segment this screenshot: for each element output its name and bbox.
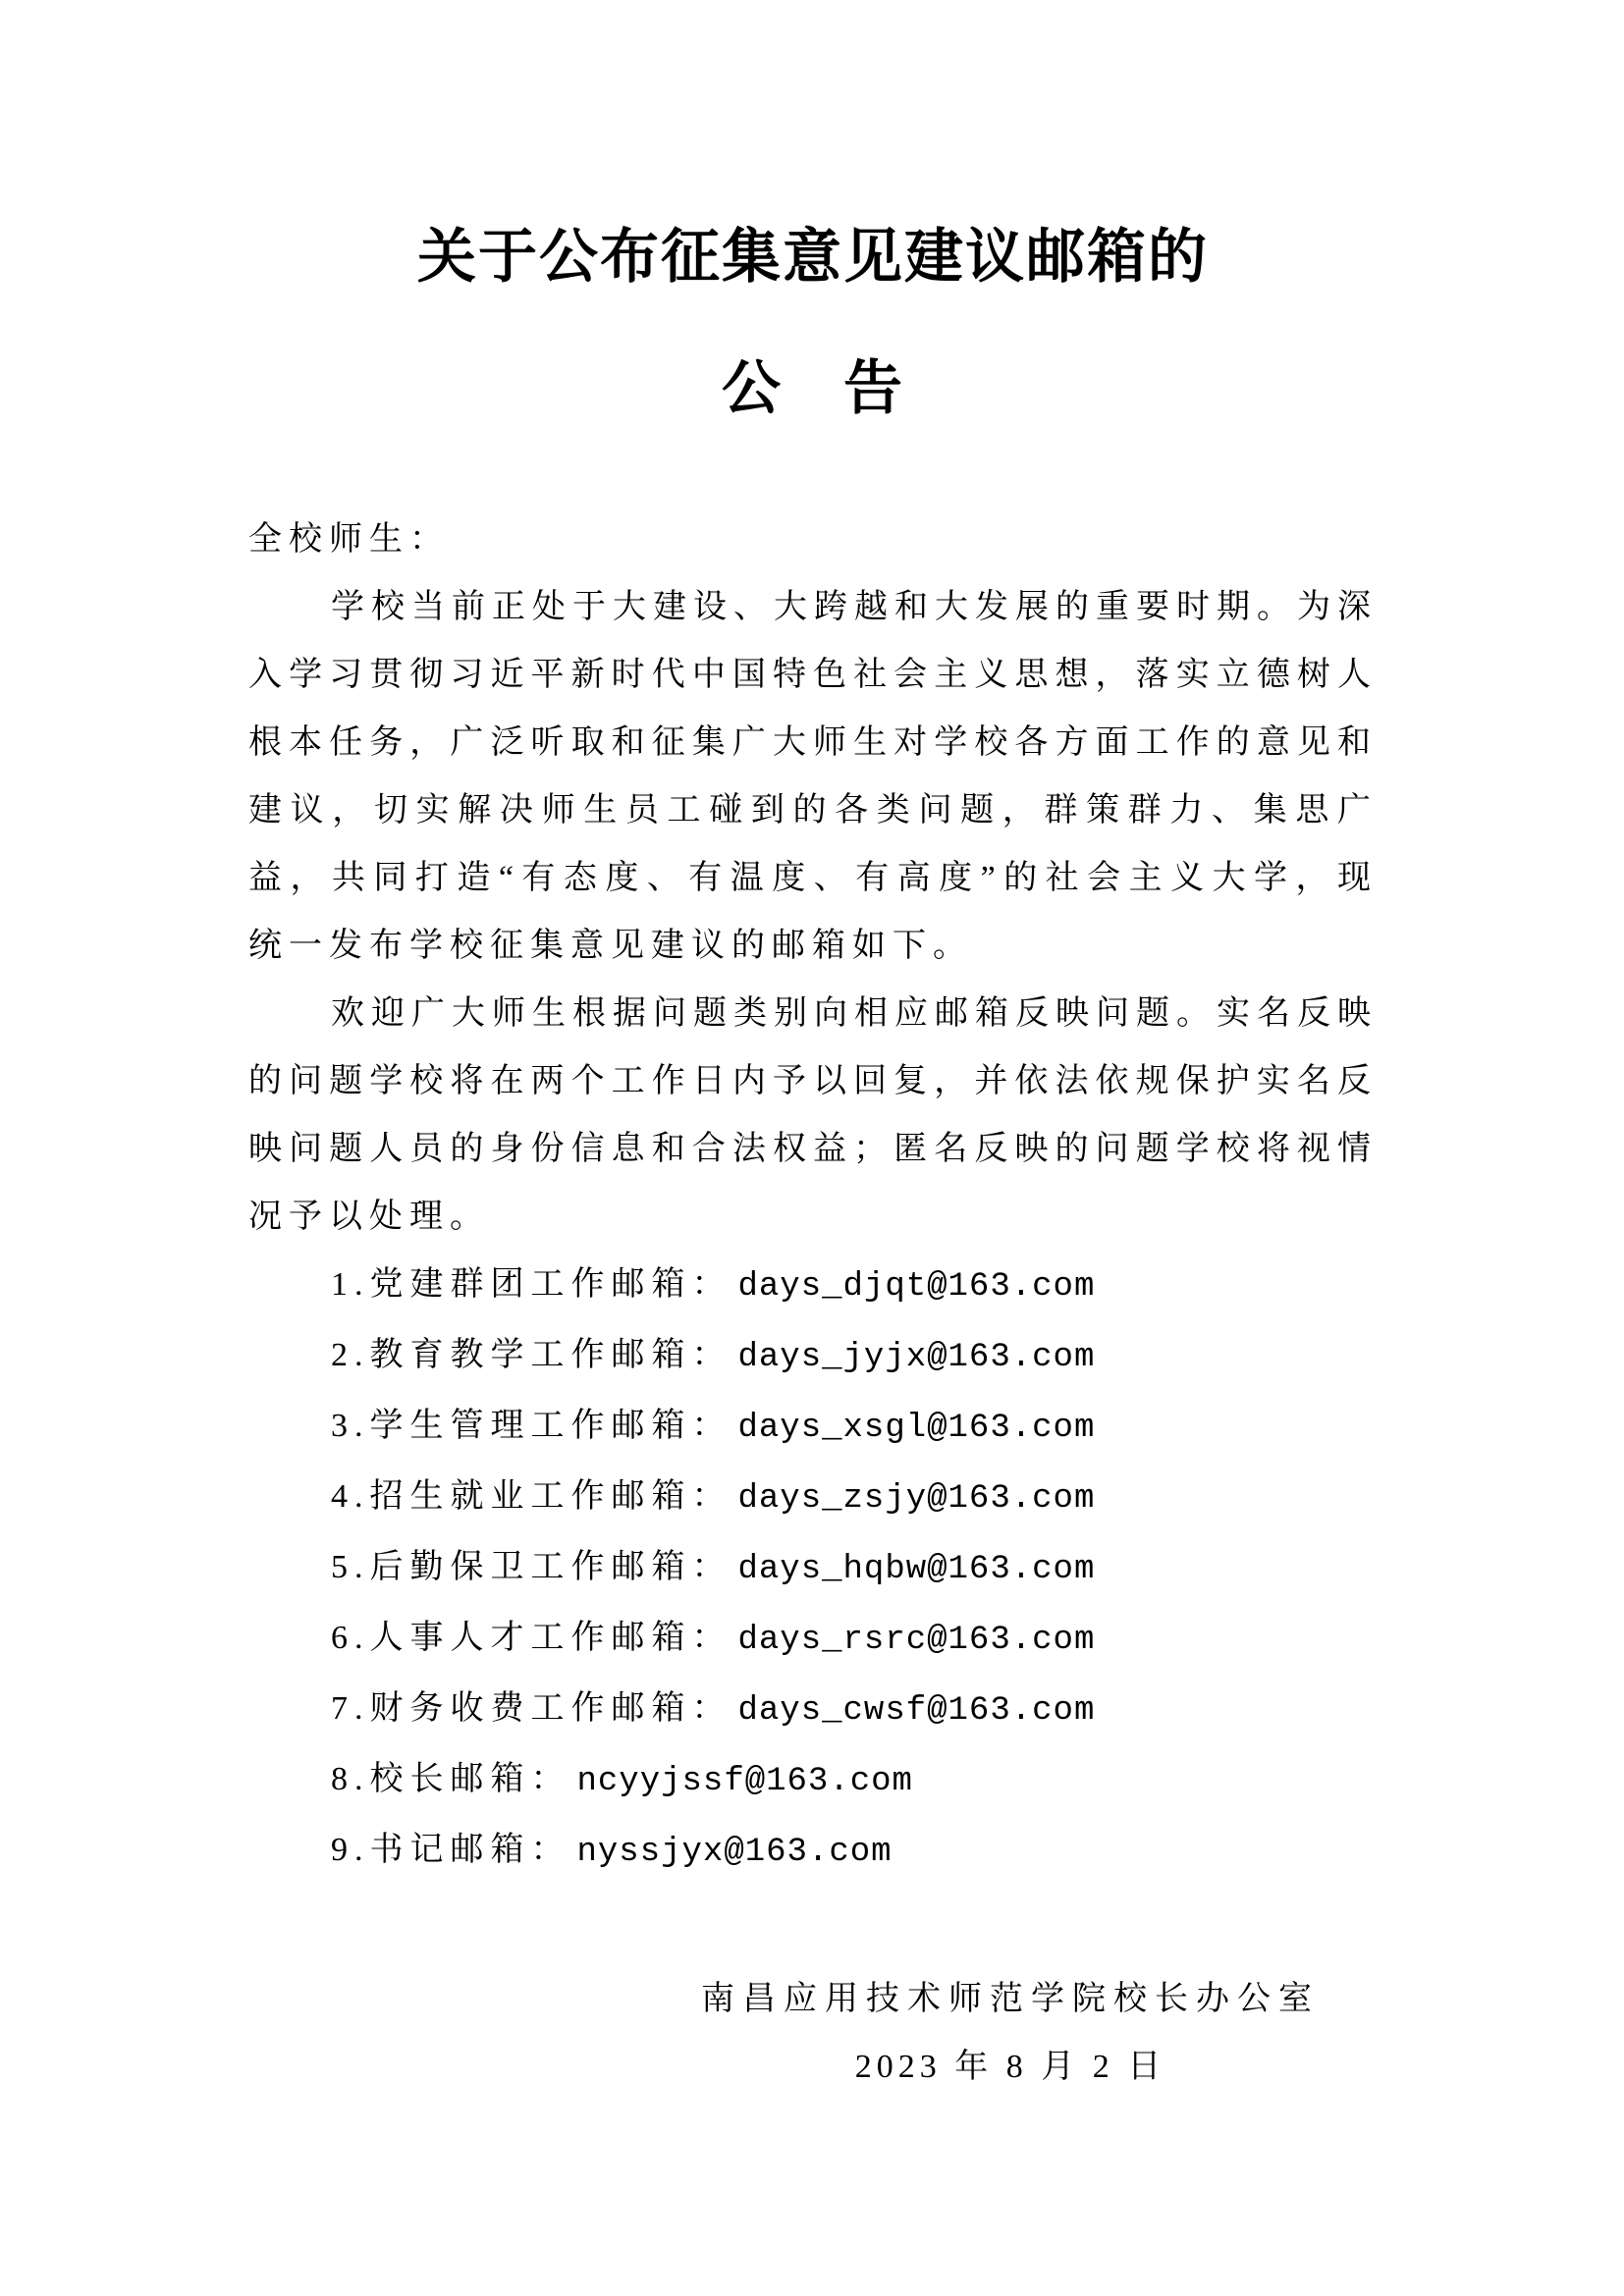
mailbox-label: 8.校长邮箱： xyxy=(331,1761,571,1797)
list-item xyxy=(248,1463,1378,1533)
list-item xyxy=(248,1533,1378,1604)
list-item xyxy=(248,1745,1378,1816)
mailbox-label: 2.教育教学工作邮箱： xyxy=(331,1337,732,1373)
list-item xyxy=(248,1321,1378,1392)
list-item xyxy=(248,1816,1378,1887)
paragraph-1: 学校当前正处于大建设、大跨越和大发展的重要时期。为深入学习贯彻习近平新时代中国特色社会主义思想，落实立德树人根本任务，广泛听取和征集广大师生对学校各方面工作的意见和建议，切实解决师生员工碰到的各类问题，群策群力、集思广益，共同打造“有态度、有温度、有高度”的社会主义大学，现统一发布学校征集意见建议的邮箱如下。 xyxy=(248,589,1378,964)
mailbox-email: days_hqbw@163.com xyxy=(737,1551,1096,1588)
list-item xyxy=(248,1251,1378,1321)
mailbox-email: days_jyjx@163.com xyxy=(737,1339,1096,1376)
document-title-line-2: 公 告 xyxy=(722,356,904,421)
mailbox-email: days_cwsf@163.com xyxy=(737,1692,1096,1730)
mailbox-label: 3.学生管理工作邮箱： xyxy=(331,1408,732,1444)
mailbox-label: 4.招生就业工作邮箱： xyxy=(331,1478,732,1515)
mailbox-email: days_zsjy@163.com xyxy=(737,1480,1096,1518)
list-item xyxy=(248,1675,1378,1745)
paragraph-2: 欢迎广大师生根据问题类别向相应邮箱反映问题。实名反映的问题学校将在两个工作日内予以回复，并依法依规保护实名反映问题人员的身份信息和合法权益；匿名反映的问题学校将视情况予以处理。 xyxy=(248,995,1378,1235)
mailbox-label: 9.书记邮箱： xyxy=(331,1832,571,1868)
mailbox-label: 5.后勤保卫工作邮箱： xyxy=(331,1549,732,1585)
mailbox-label: 7.财务收费工作邮箱： xyxy=(331,1690,732,1727)
salutation: 全校师生： xyxy=(248,521,450,558)
list-item xyxy=(248,1392,1378,1463)
document-title-line-1: 关于公布征集意见建议邮箱的 xyxy=(417,225,1209,290)
list-item xyxy=(248,1604,1378,1675)
mailbox-email: days_rsrc@163.com xyxy=(737,1622,1096,1659)
mailbox-email: days_xsgl@163.com xyxy=(737,1410,1096,1447)
mailbox-email: nyssjyx@163.com xyxy=(576,1834,893,1871)
signature-block xyxy=(701,1965,1320,2101)
mailbox-email: ncyyjssf@163.com xyxy=(576,1763,913,1800)
date: 2023 年 8 月 2 日 xyxy=(854,2049,1166,2085)
mailbox-list xyxy=(248,1251,1378,1887)
mailbox-label: 6.人事人才工作邮箱： xyxy=(331,1620,732,1656)
mailbox-label: 1.党建群团工作邮箱： xyxy=(331,1266,732,1303)
signature: 南昌应用技术师范学院校长办公室 xyxy=(701,1981,1320,2017)
document-content xyxy=(248,222,1378,2101)
mailbox-email: days_djqt@163.com xyxy=(737,1268,1096,1306)
